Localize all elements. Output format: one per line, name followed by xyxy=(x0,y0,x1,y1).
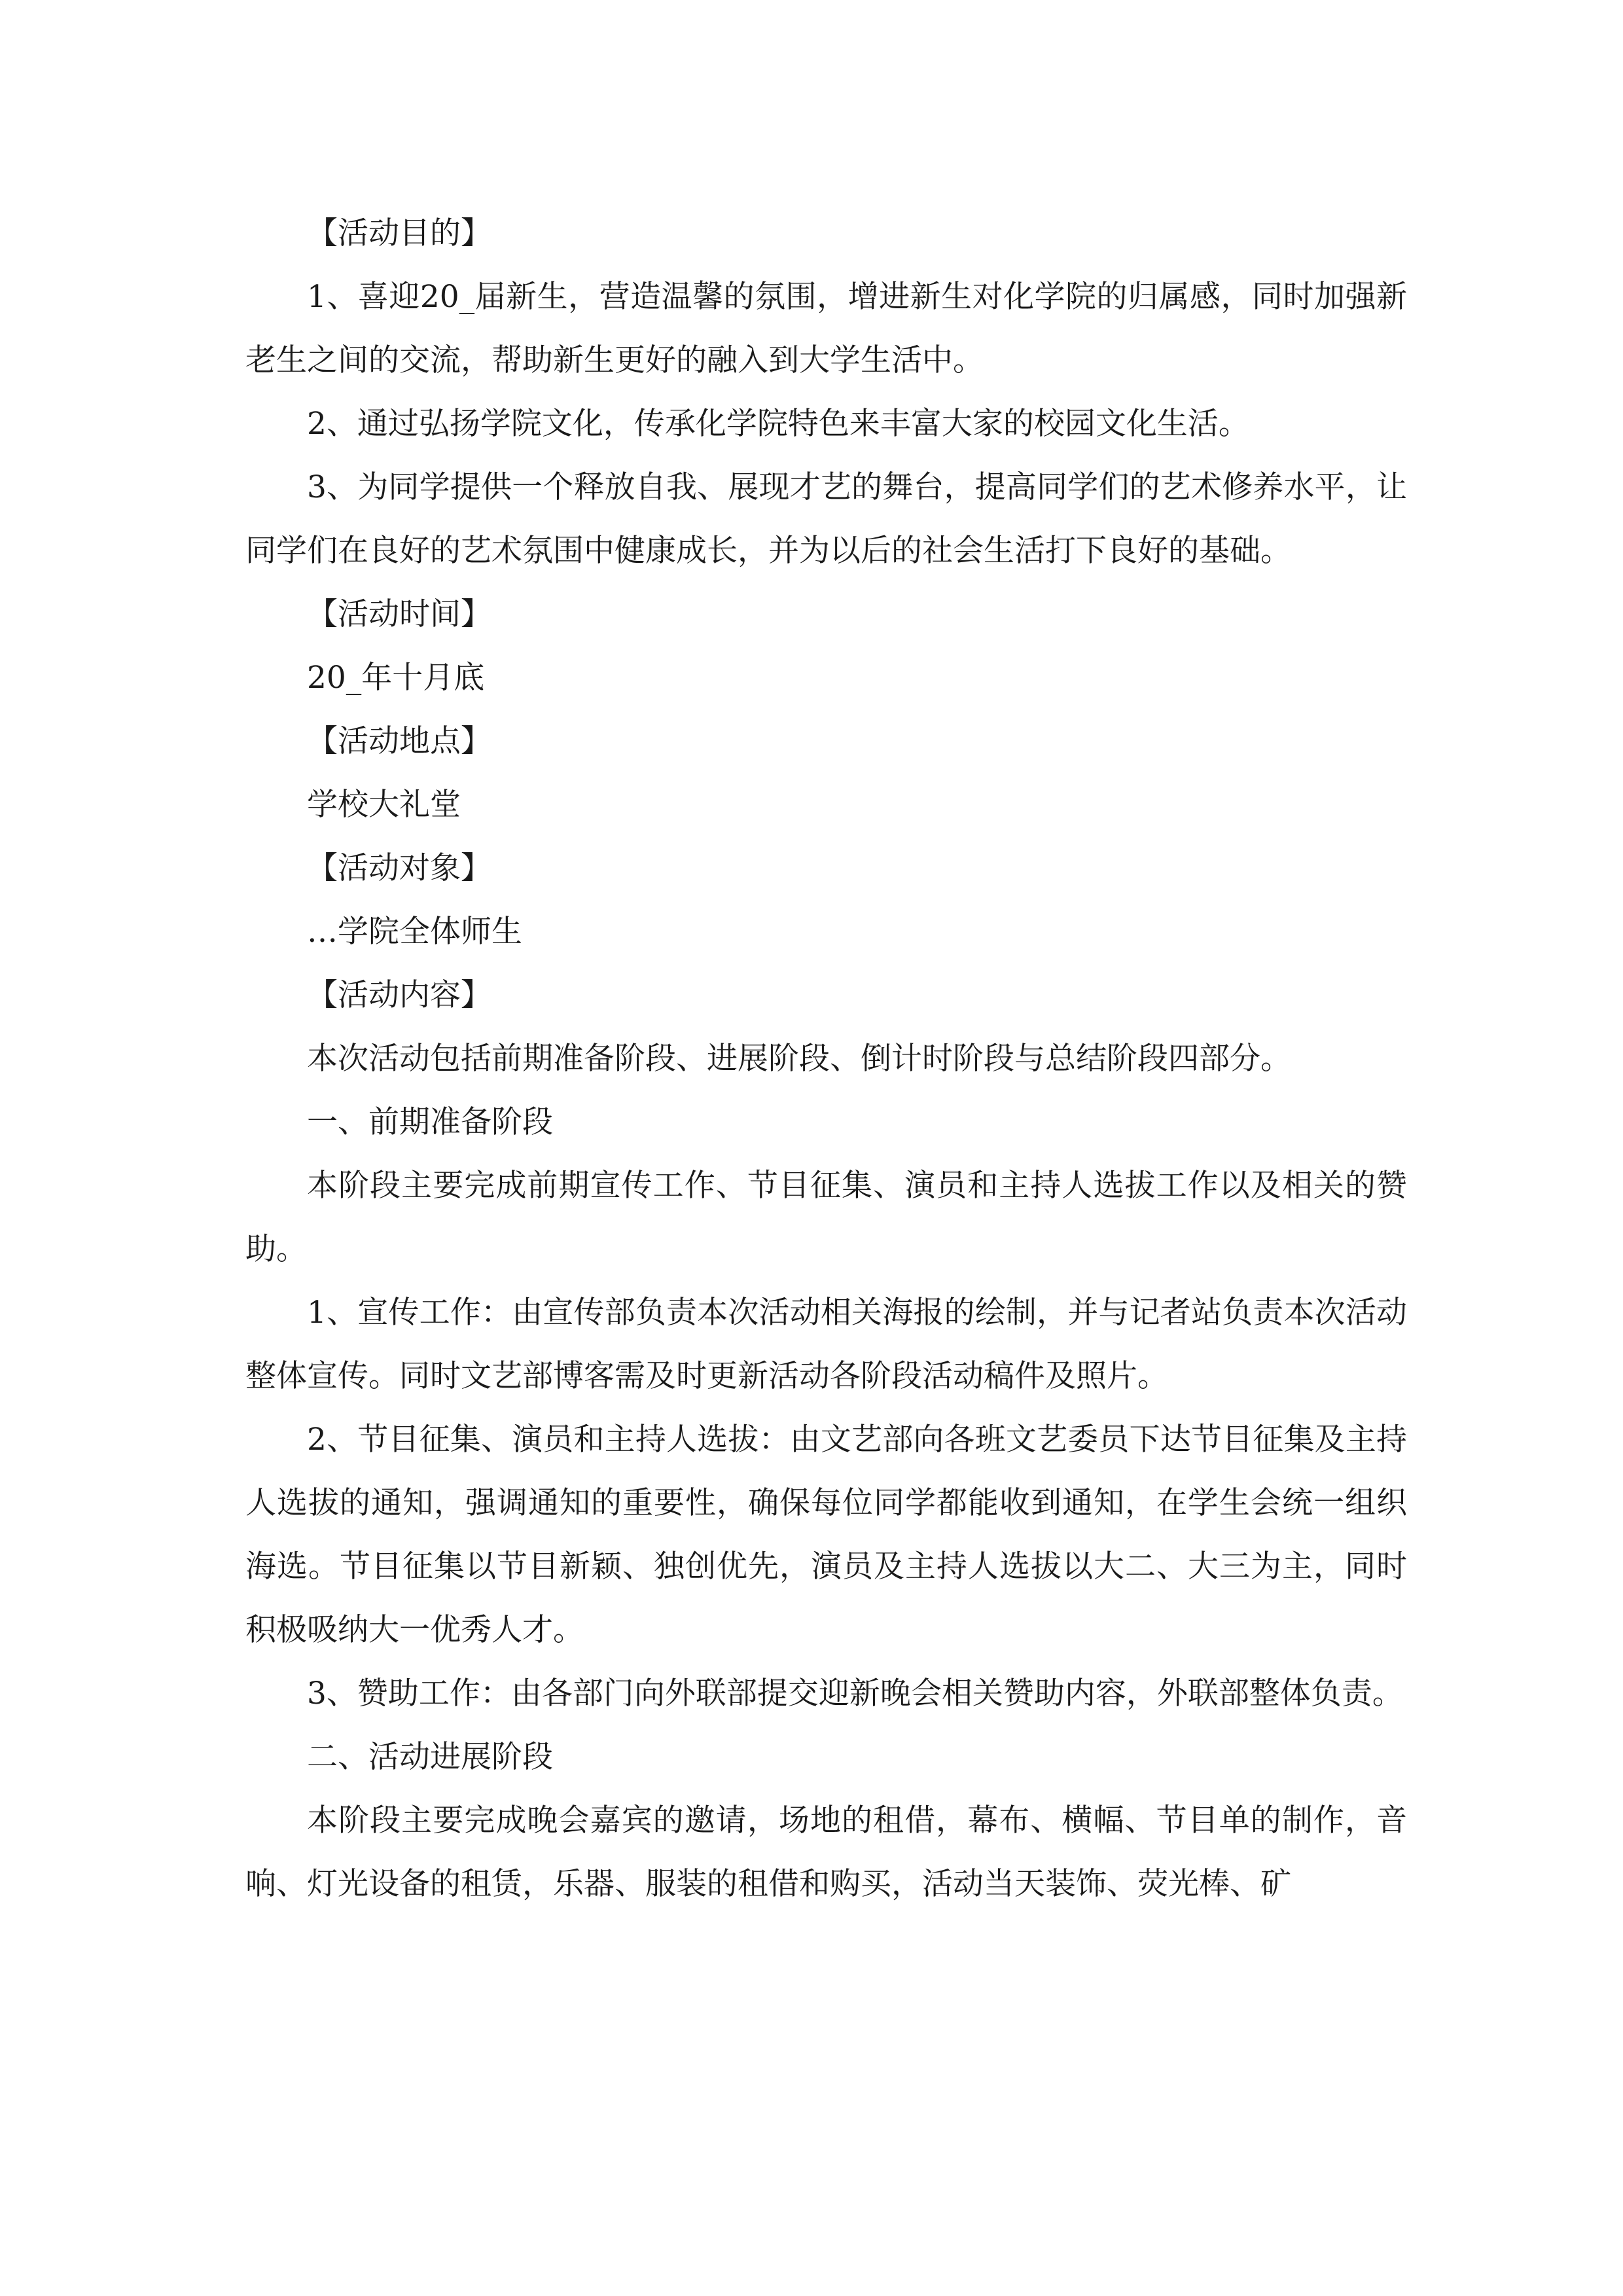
paragraph-purpose-2: 2、通过弘扬学院文化，传承化学院特色来丰富大家的校园文化生活。 xyxy=(307,406,1249,442)
paragraph-target: …学院全体师生 xyxy=(307,914,522,950)
paragraph-program-selection: 2、节目征集、演员和主持人选拔：由文艺部向各班文艺委员下达节目征集及主持人选拔的通知，强调通知的重要性，确保每位同学都能收到通知，在学生会统一组织海选。节目征集以节目新颖、独创优先，演员及主持人选拔以大二、大三为主，同时积极吸纳大一优秀人才。 xyxy=(245,1422,1407,1648)
section-heading-place: 【活动地点】 xyxy=(307,723,491,759)
paragraph-purpose-1: 1、喜迎20_届新生，营造温馨的氛围，增进新生对化学院的归属感，同时加强新老生之间的交流，帮助新生更好的融入到大学生活中。 xyxy=(245,279,1407,378)
section-heading-target: 【活动对象】 xyxy=(307,850,491,886)
paragraph-content-intro: 本次活动包括前期准备阶段、进展阶段、倒计时阶段与总结阶段四部分。 xyxy=(307,1041,1291,1077)
paragraph-place: 学校大礼堂 xyxy=(307,787,461,823)
section-heading-purpose: 【活动目的】 xyxy=(307,215,491,251)
paragraph-time: 20_年十月底 xyxy=(307,660,485,696)
paragraph-progress-desc: 本阶段主要完成晚会嘉宾的邀请，场地的租借，幕布、横幅、节目单的制作，音响、灯光设备的租赁，乐器、服装的租借和购买，活动当天装饰、荧光棒、矿 xyxy=(245,1803,1407,1902)
section-heading-content: 【活动内容】 xyxy=(307,977,491,1013)
paragraph-sponsorship: 3、赞助工作：由各部门向外联部提交迎新晚会相关赞助内容，外联部整体负责。 xyxy=(307,1676,1403,1712)
paragraph-purpose-3: 3、为同学提供一个释放自我、展现才艺的舞台，提高同学们的艺术修养水平，让同学们在良好的艺术氛围中健康成长，并为以后的社会生活打下良好的基础。 xyxy=(245,469,1407,569)
section-heading-time: 【活动时间】 xyxy=(307,596,491,632)
stage-heading-progress: 二、活动进展阶段 xyxy=(307,1739,553,1775)
document-body xyxy=(245,202,1407,1916)
paragraph-preparation-desc: 本阶段主要完成前期宣传工作、节目征集、演员和主持人选拔工作以及相关的赞助。 xyxy=(245,1168,1407,1267)
paragraph-publicity: 1、宣传工作：由宣传部负责本次活动相关海报的绘制，并与记者站负责本次活动整体宣传。同时文艺部博客需及时更新活动各阶段活动稿件及照片。 xyxy=(245,1295,1407,1394)
stage-heading-preparation: 一、前期准备阶段 xyxy=(307,1104,553,1140)
